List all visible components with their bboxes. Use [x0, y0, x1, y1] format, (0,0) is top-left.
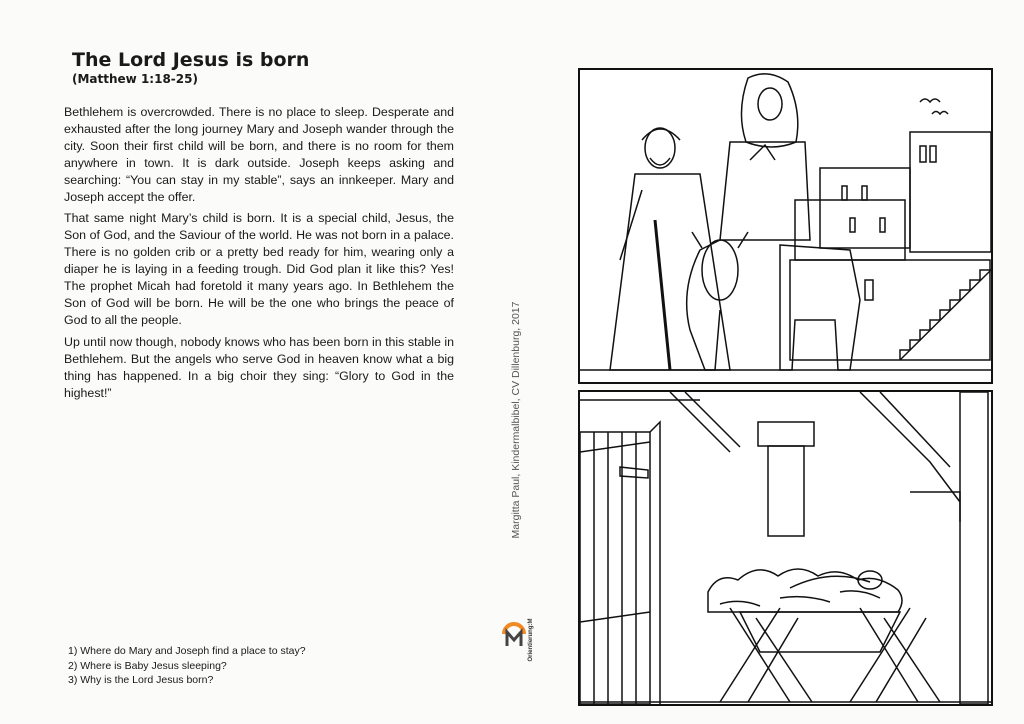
story-paragraph: That same night Mary’s child is born. It is a special child, Jesus, the Son of God, and the Saviour of the world. He was not born in a palace. There is no golden crib or a pretty bed ready for him, wearing only a diaper he is laying in a feeding trough. Did God plan it like this? Yes! The prophet Micah had foretold it many years ago. In Bethlehem the Son of God will be born. He will be the one who brings the peace of God to all the people.: [64, 211, 454, 327]
scripture-reference: (Matthew 1:18-25): [72, 72, 198, 86]
story-paragraph: Bethlehem is overcrowded. There is no place to sleep. Desperate and exhausted after the long journey Mary and Joseph wander through the city. Soon their first child will be born, and there is no room for them anywhere in town. It is dark outside. Joseph keeps asking and searching: “You can stay in my stable”, says an innkeeper. Mary and Joseph accept the offer.: [64, 105, 454, 204]
story-paragraph: Up until now though, nobody knows who has been born in this stable in Bethlehem. But the angels who serve God in heaven know what a big thing has happened. In a big choir they sing: “Glory to God in the highest!”: [64, 334, 454, 400]
illustration-credit: Margitta Paul, Kindermalbibel, CV Dillenburg, 2017: [510, 301, 522, 539]
illustration-journey: [578, 68, 993, 384]
page-title: The Lord Jesus is born: [72, 49, 310, 71]
illustration-manger: [578, 390, 993, 706]
publisher-logo: [500, 616, 528, 650]
question-item: 3) Why is the Lord Jesus born?: [68, 674, 214, 686]
question-item: 2) Where is Baby Jesus sleeping?: [68, 659, 227, 672]
publisher-name: Orientierung:M: [528, 618, 534, 662]
question-list: [68, 644, 306, 688]
story-text: [64, 104, 454, 406]
question-item: 1) Where do Mary and Joseph find a place to stay?: [68, 645, 306, 657]
